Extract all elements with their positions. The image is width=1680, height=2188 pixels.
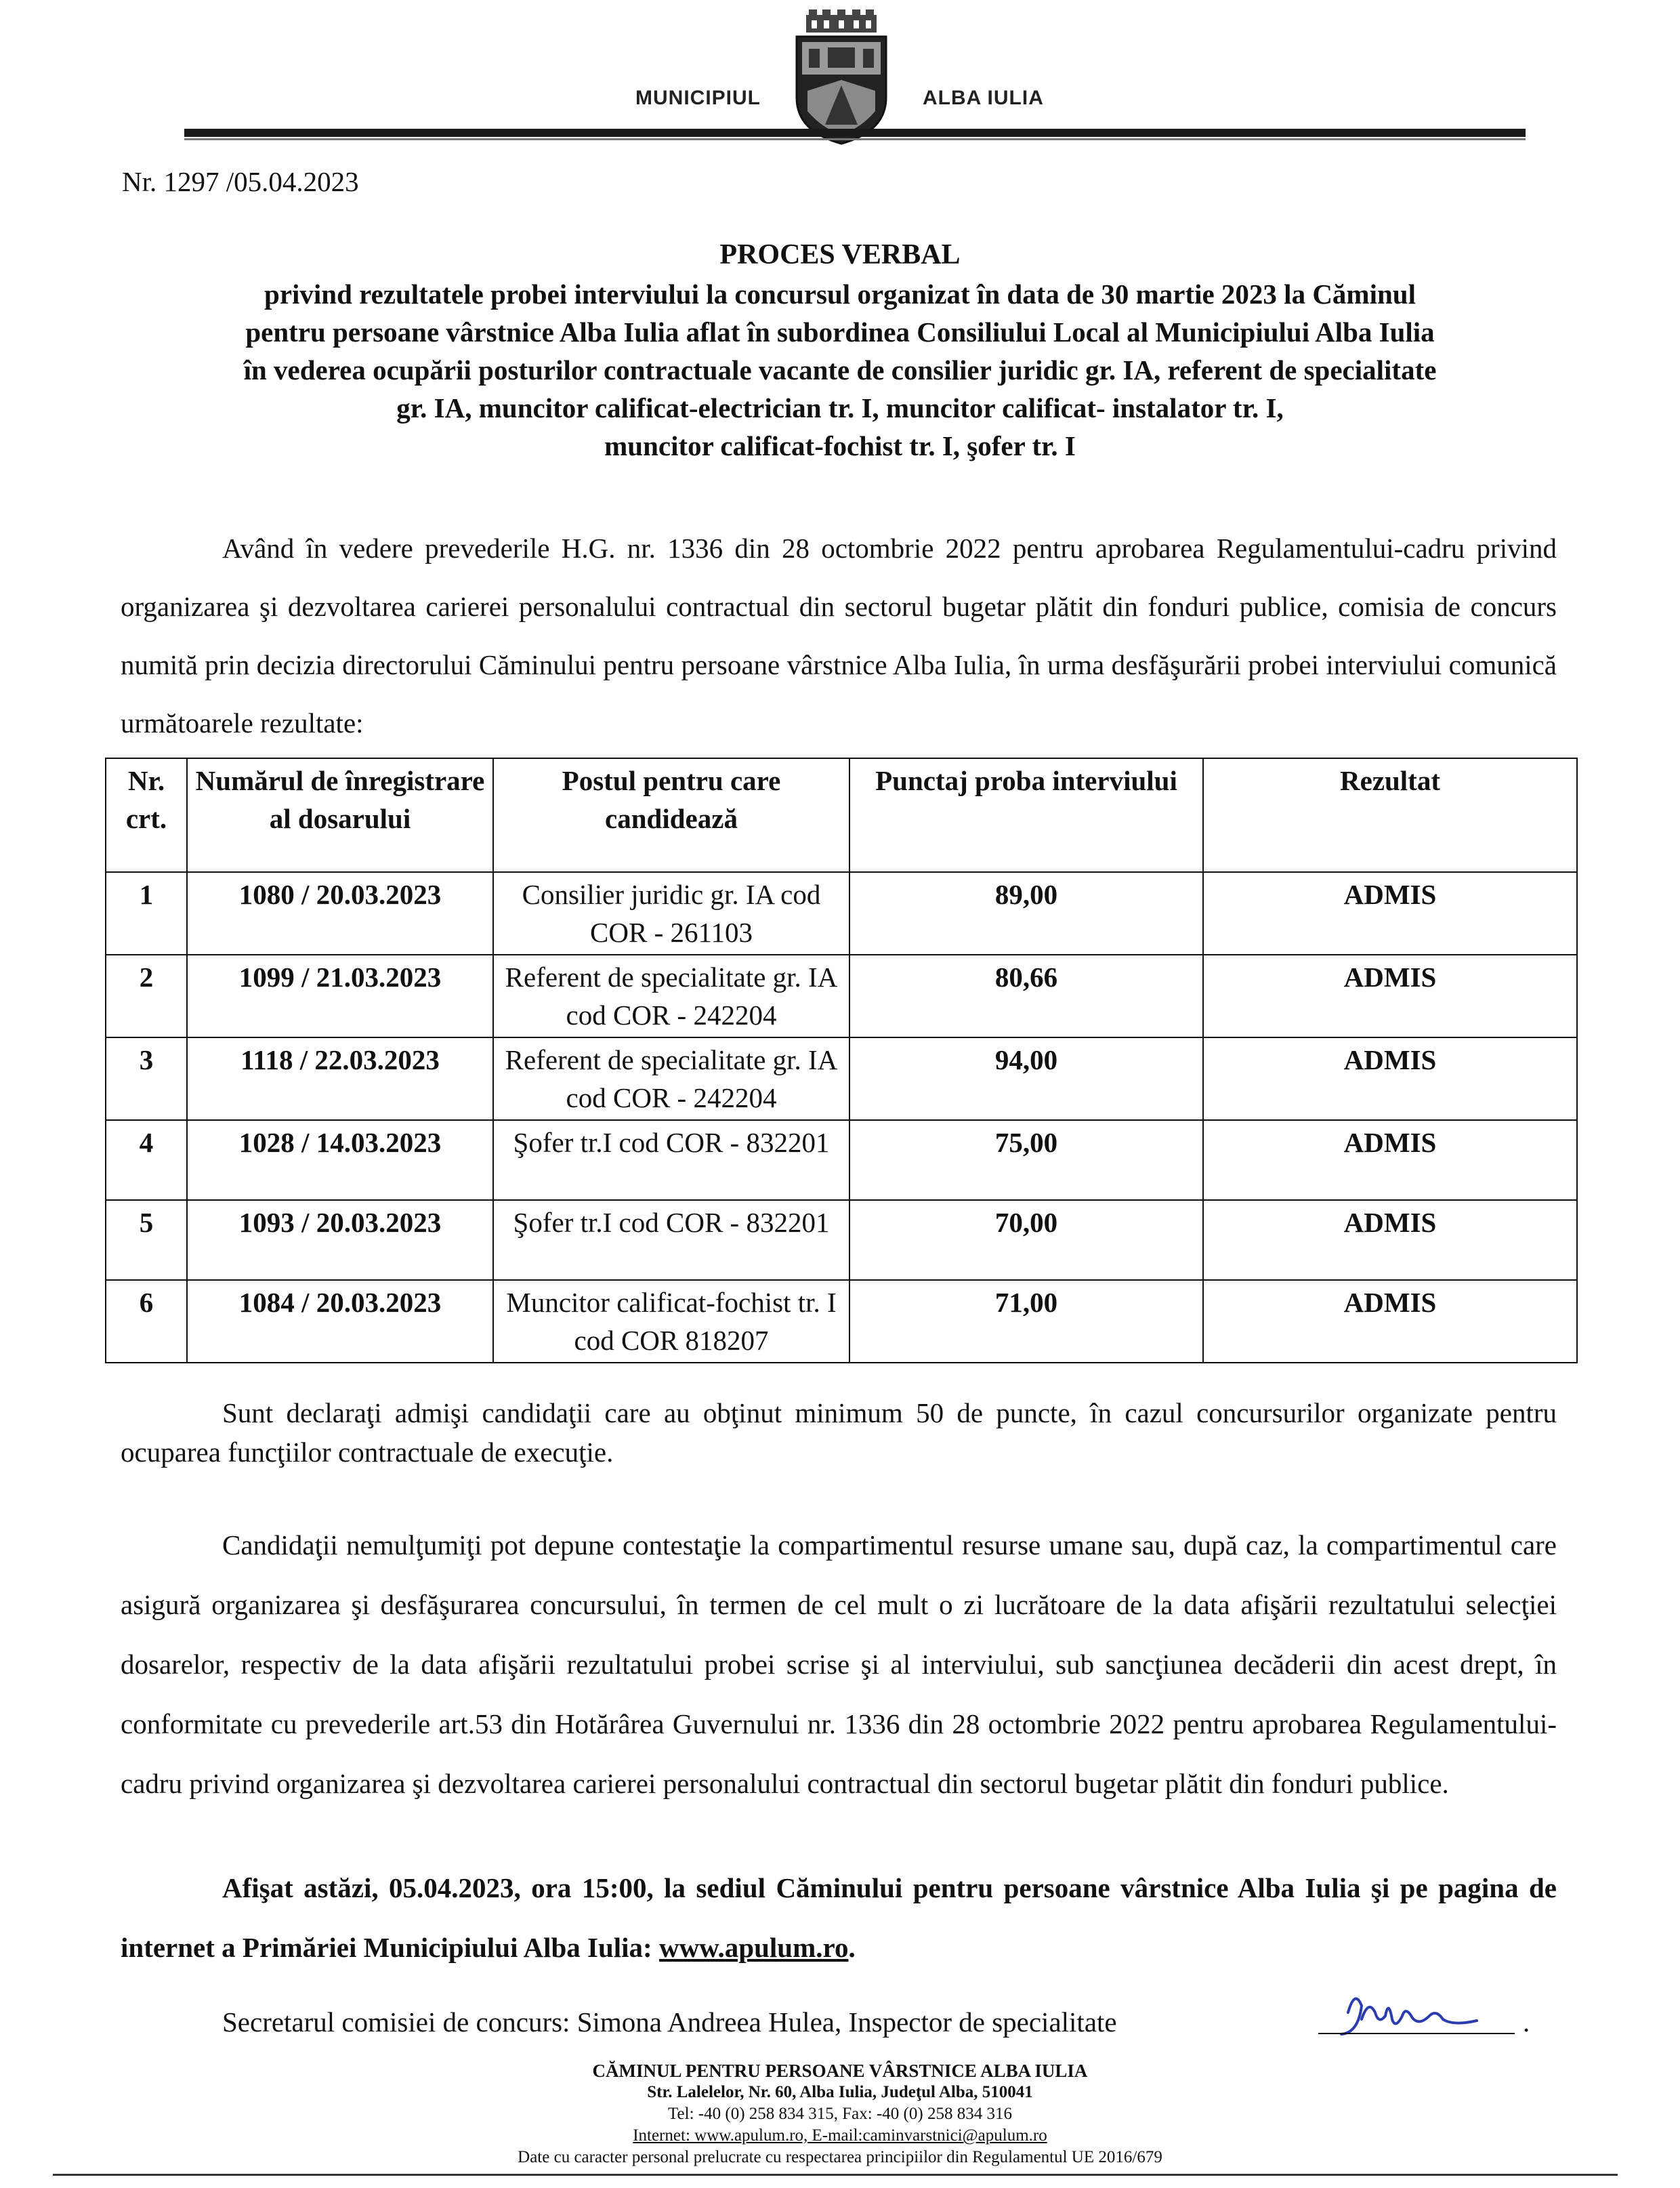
header-post: Postul pentru care candidează — [493, 758, 849, 872]
cell-nr: 1 — [106, 872, 187, 955]
title-line: muncitor calificat-fochist tr. I, şofer tr. I — [604, 430, 1076, 461]
table-row — [106, 1280, 1577, 1363]
table-row — [106, 955, 1577, 1037]
posted-text: Afişat astăzi, 05.04.2023, ora 15:00, la sediul Căminului pentru persoane vârstnice Alba Iulia şi pe pagina de internet a Primăriei Municipiului Alba Iulia: — [121, 1872, 1557, 1963]
cell-result: ADMIS — [1203, 955, 1577, 1037]
cell-post: Referent de specialitate gr. IA cod COR - 242204 — [493, 1037, 849, 1120]
table-row — [106, 1037, 1577, 1120]
header-registration-number: Numărul de înregistrare al dosarului — [187, 758, 493, 872]
appeal-paragraph: Candidaţii nemulţumiţi pot depune contestaţie la compartimentul resurse umane sau, după caz, la compartimentul care asigură organizarea şi desfăşurarea concursului, în termen de cel mult o zi lucrătoare de la data afişării rezultatului selecţiei dosarelor, respectiv de la data afişării rezultatului probei scrise şi al interviului, sub sancţiunea decăderii din acest drept, în conformitate cu prevederile art.53 din Hotărârea Guvernului nr. 1336 din 28 octombrie 2022 pentru aprobarea Regulamentului-cadru privind organizarea şi dezvoltarea carierei personalului contractual din sectorul bugetar plătit din fonduri publice. — [121, 1529, 1557, 1799]
posted-paragraph — [121, 1858, 1557, 1977]
title-proces-verbal: PROCES VERBAL — [719, 239, 961, 270]
header-interview-score: Punctaj proba interviului — [849, 758, 1203, 872]
apulum-link[interactable]: www.apulum.ro — [658, 1932, 849, 1963]
cell-score: 94,00 — [849, 1037, 1203, 1120]
header-rule — [184, 129, 1526, 137]
cell-registration: 1084 / 20.03.2023 — [187, 1280, 493, 1363]
title-line: pentru persoane vârstnice Alba Iulia aflat în subordinea Consiliului Local al Municipiului Alba Iulia — [245, 316, 1435, 348]
table-row — [106, 1120, 1577, 1200]
footer-address: Str. Lalelelor, Nr. 60, Alba Iulia, Judeţul Alba, 510041 — [647, 2083, 1033, 2101]
cell-nr: 2 — [106, 955, 187, 1037]
cell-result: ADMIS — [1203, 1200, 1577, 1280]
cell-nr: 5 — [106, 1200, 187, 1280]
cell-result: ADMIS — [1203, 872, 1577, 955]
cell-score: 70,00 — [849, 1200, 1203, 1280]
footer-institution: CĂMINUL PENTRU PERSOANE VÂRSTNICE ALBA IULIA — [592, 2061, 1088, 2081]
cell-post: Şofer tr.I cod COR - 832201 — [493, 1120, 849, 1200]
cell-score: 75,00 — [849, 1120, 1203, 1200]
footer-internet[interactable]: Internet: www.apulum.ro, E-mail:caminvarstnici@apulum.ro — [633, 2126, 1047, 2145]
cell-score: 89,00 — [849, 872, 1203, 955]
header-nr-crt: Nr. crt. — [106, 758, 187, 872]
cell-post: Şofer tr.I cod COR - 832201 — [493, 1200, 849, 1280]
title-line: privind rezultatele probei interviului la concursul organizat în data de 30 martie 2023 la Căminul — [264, 278, 1416, 310]
table-header-row — [106, 758, 1577, 872]
footer-rule — [53, 2174, 1618, 2176]
signature-line-text: Secretarul comisiei de concurs: Simona Andreea Hulea, Inspector de specialitate — [222, 2006, 1117, 2038]
handwritten-signature — [1328, 1985, 1504, 2040]
cell-nr: 3 — [106, 1037, 187, 1120]
admitted-paragraph: Sunt declaraţi admişi candidaţii care au obţinut minimum 50 de puncte, în cazul concursurilor organizate pentru ocuparea funcţiilor contractuale de execuţie. — [121, 1397, 1557, 1468]
results-table — [105, 758, 1578, 1363]
signature-end: . — [1523, 2006, 1530, 2038]
cell-registration: 1028 / 14.03.2023 — [187, 1120, 493, 1200]
cell-registration: 1118 / 22.03.2023 — [187, 1037, 493, 1120]
footer-gdpr: Date cu caracter personal prelucrate cu respectarea principiilor din Regulamentul UE 2016/679 — [518, 2148, 1162, 2166]
posted-end: . — [848, 1932, 856, 1963]
cell-result: ADMIS — [1203, 1120, 1577, 1200]
footer — [0, 2060, 1680, 2168]
header-alba-iulia-label: ALBA IULIA — [923, 87, 1044, 109]
cell-post: Consilier juridic gr. IA cod COR - 261103 — [493, 872, 849, 955]
cell-registration: 1093 / 20.03.2023 — [187, 1200, 493, 1280]
cell-nr: 4 — [106, 1120, 187, 1200]
signature-underline — [1318, 2033, 1515, 2034]
cell-nr: 6 — [106, 1280, 187, 1363]
title-line: în vederea ocupării posturilor contractuale vacante de consilier juridic gr. IA, referent de specialitate — [243, 354, 1437, 386]
table-row — [106, 1200, 1577, 1280]
header-result: Rezultat — [1203, 758, 1577, 872]
cell-score: 71,00 — [849, 1280, 1203, 1363]
footer-phone: Tel: -40 (0) 258 834 315, Fax: -40 (0) 258 834 316 — [668, 2105, 1012, 2123]
document-number: Nr. 1297 /05.04.2023 — [122, 166, 359, 197]
intro-paragraph: Având în vedere prevederile H.G. nr. 1336 din 28 octombrie 2022 pentru aprobarea Regulamentului-cadru privind organizarea şi dezvoltarea carierei personalului contractual din sectorul bugetar plătit din fonduri publice, comisia de concurs numită prin decizia directorului Căminului pentru persoane vârstnice Alba Iulia, în urma desfăşurării probei interviului comunică următoarele rezultate: — [121, 533, 1557, 739]
header-rule-thin — [184, 138, 1526, 140]
cell-registration: 1099 / 21.03.2023 — [187, 955, 493, 1037]
cell-score: 80,66 — [849, 955, 1203, 1037]
header-municipiul-label: MUNICIPIUL — [635, 87, 761, 109]
cell-registration: 1080 / 20.03.2023 — [187, 872, 493, 955]
cell-result: ADMIS — [1203, 1037, 1577, 1120]
title-block — [115, 236, 1565, 465]
cell-post: Muncitor calificat-fochist tr. I cod COR 818207 — [493, 1280, 849, 1363]
title-line: gr. IA, muncitor calificat-electrician tr. I, muncitor calificat- instalator tr. I, — [396, 392, 1284, 424]
cell-post: Referent de specialitate gr. IA cod COR - 242204 — [493, 955, 849, 1037]
coat-of-arms-icon — [793, 9, 890, 145]
cell-result: ADMIS — [1203, 1280, 1577, 1363]
table-row — [106, 872, 1577, 955]
